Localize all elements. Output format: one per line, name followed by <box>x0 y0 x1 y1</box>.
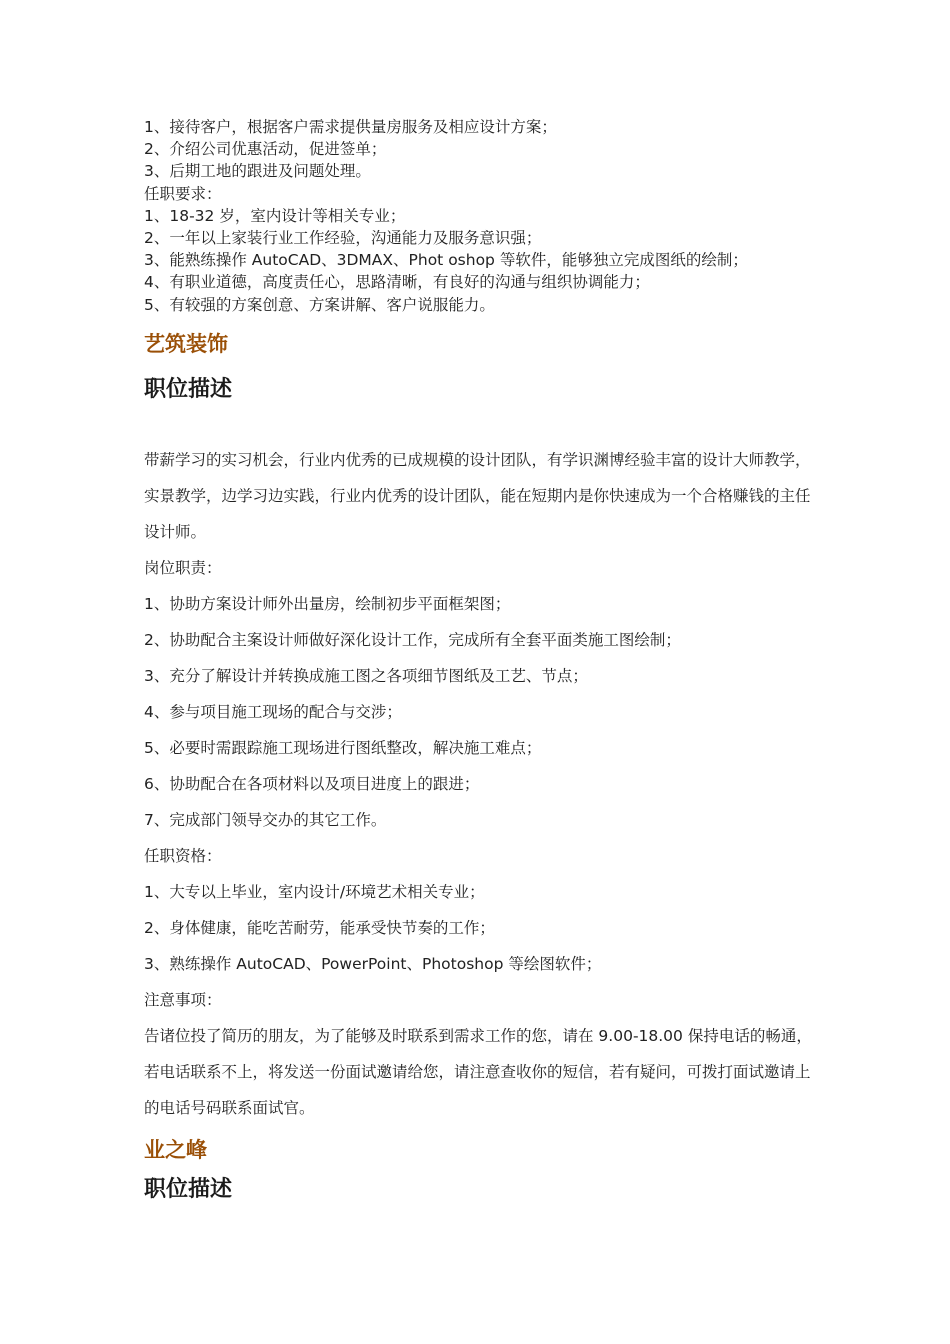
notes-paragraph: 告诸位投了简历的朋友，为了能够及时联系到需求工作的您，请在 9.00-18.00 保持电话的畅通，若电话联系不上，将发送一份面试邀请给您，请注意查收你的短信，若有疑问，可拨打面试邀请上的电话号码联系面试官。 <box>144 1026 812 1117</box>
list-item: 4、参与项目施工现场的配合与交涉； <box>144 702 402 721</box>
list-item: 1、18-32 岁，室内设计等相关专业； <box>144 206 406 225</box>
list-item: 2、协助配合主案设计师做好深化设计工作，完成所有全套平面类施工图绘制； <box>144 630 681 649</box>
list-item: 6、协助配合在各项材料以及项目进度上的跟进； <box>144 774 480 793</box>
list-item: 5、必要时需跟踪施工现场进行图纸整改，解决施工难点； <box>144 738 542 757</box>
list-item: 2、介绍公司优惠活动，促进签单； <box>144 140 387 159</box>
document-page <box>144 116 814 1206</box>
section-title: 职位描述 <box>144 1176 233 1202</box>
list-item: 7、完成部门领导交办的其它工作。 <box>144 810 387 829</box>
list-item: 4、有职业道德，高度责任心，思路清晰，有良好的沟通与组织协调能力； <box>144 273 650 292</box>
list-item: 2、一年以上家装行业工作经验，沟通能力及服务意识强； <box>144 229 542 248</box>
list-item: 3、能熟练操作 AutoCAD、3DMAX、Phot oshop 等软件，能够独立完成图纸的绘制； <box>144 251 748 270</box>
qualifications-heading: 任职资格： <box>144 846 222 865</box>
list-item: 1、大专以上毕业，室内设计/环境艺术相关专业； <box>144 882 485 901</box>
list-item: 1、接待客户，根据客户需求提供量房服务及相应设计方案； <box>144 118 557 136</box>
section-title: 职位描述 <box>144 376 233 402</box>
company-name: 艺筑装饰 <box>144 331 228 356</box>
list-item: 3、后期工地的跟进及问题处理。 <box>144 162 371 181</box>
list-item: 2、身体健康，能吃苦耐劳，能承受快节奏的工作； <box>144 918 495 937</box>
top-requirements-list <box>144 116 814 316</box>
list-item: 3、充分了解设计并转换成施工图之各项细节图纸及工艺、节点； <box>144 666 588 685</box>
list-item: 5、有较强的方案创意、方案讲解、客户说服能力。 <box>144 295 495 314</box>
company-name: 业之峰 <box>144 1137 207 1162</box>
duties-heading: 岗位职责： <box>144 558 222 577</box>
requirements-heading: 任职要求： <box>144 184 222 203</box>
list-item: 1、协助方案设计师外出量房，绘制初步平面框架图； <box>144 594 511 613</box>
intro-paragraph: 带薪学习的实习机会，行业内优秀的已成规模的设计团队，有学识渊博经验丰富的设计大师教学，实景教学，边学习边实践，行业内优秀的设计团队，能在短期内是你快速成为一个合格赚钱的主任设计师。 <box>144 450 811 541</box>
list-item: 3、熟练操作 AutoCAD、PowerPoint、Photoshop 等绘图软件； <box>144 954 602 973</box>
notes-heading: 注意事项： <box>144 990 222 1009</box>
